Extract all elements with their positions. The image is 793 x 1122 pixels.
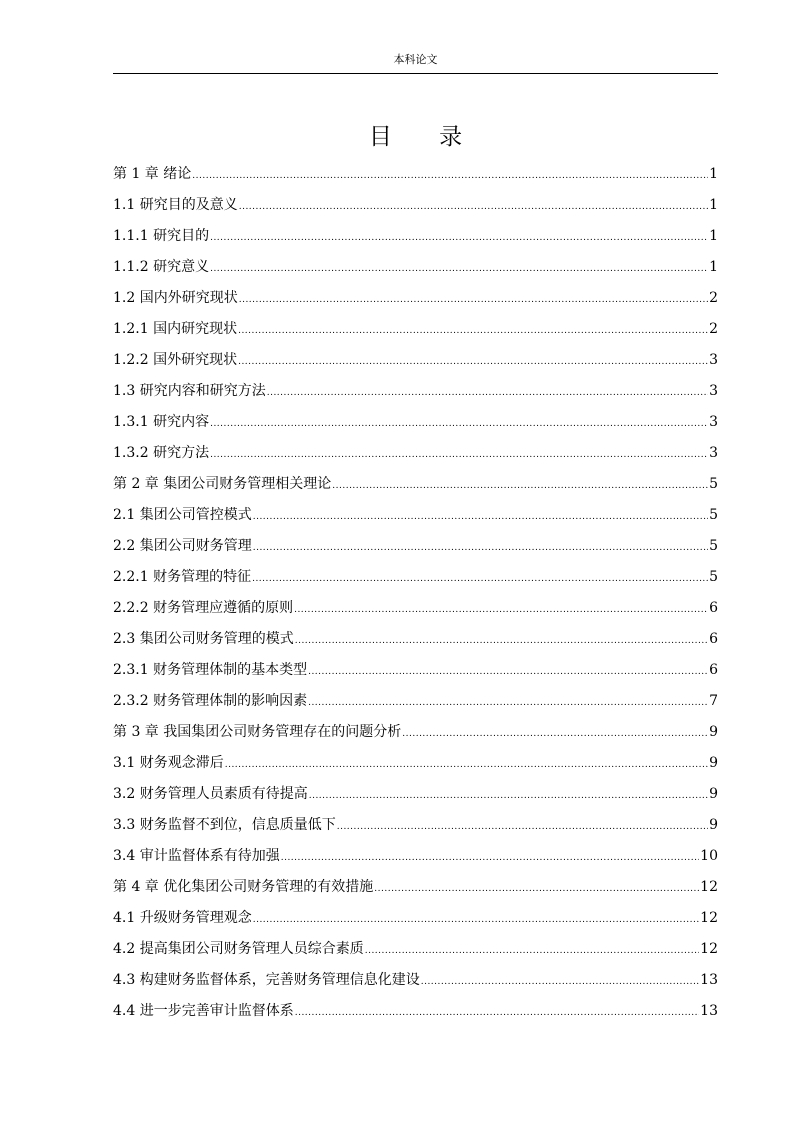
toc-entry-label: 2.3.2 财务管理体制的影响因素 bbox=[113, 693, 308, 709]
toc-dot-leader bbox=[225, 750, 708, 779]
toc-entry-page-number: 12 bbox=[700, 910, 718, 926]
toc-entry-label: 2.2.2 财务管理应遵循的原则 bbox=[113, 600, 294, 616]
toc-entry-label: 1.2.2 国外研究现状 bbox=[113, 352, 238, 368]
toc-entry[interactable] bbox=[113, 531, 718, 562]
toc-entry-page-number: 1 bbox=[709, 228, 718, 244]
toc-entry-page-number: 9 bbox=[709, 817, 718, 833]
toc-entry[interactable] bbox=[113, 841, 718, 872]
toc-entry-page-number: 7 bbox=[709, 693, 718, 709]
toc-entry-page-number: 6 bbox=[709, 600, 718, 616]
toc-entry-label: 4.4 进一步完善审计监督体系 bbox=[113, 1003, 294, 1019]
toc-entry-label: 3.1 财务观念滞后 bbox=[113, 755, 224, 771]
toc-entry-page-number: 5 bbox=[709, 476, 718, 492]
toc-entry[interactable] bbox=[113, 190, 718, 221]
toc-dot-leader bbox=[365, 936, 699, 965]
toc-entry-label: 1.2.1 国内研究现状 bbox=[113, 321, 238, 337]
toc-entry-page-number: 3 bbox=[709, 445, 718, 461]
toc-dot-leader bbox=[374, 874, 699, 903]
toc-entry[interactable] bbox=[113, 686, 718, 717]
toc-entry-label: 1.1.2 研究意义 bbox=[113, 259, 210, 275]
toc-dot-leader bbox=[421, 967, 699, 996]
toc-entry-label: 1.2 国内外研究现状 bbox=[113, 290, 238, 306]
toc-entry-label: 第 4 章 优化集团公司财务管理的有效措施 bbox=[113, 879, 374, 895]
toc-entry-page-number: 9 bbox=[709, 724, 718, 740]
toc-dot-leader bbox=[253, 905, 699, 934]
toc-entry[interactable] bbox=[113, 221, 718, 252]
toc-dot-leader bbox=[308, 657, 708, 686]
toc-entry-label: 1.1 研究目的及意义 bbox=[113, 197, 238, 213]
toc-entry-page-number: 1 bbox=[709, 166, 718, 182]
toc-entry[interactable] bbox=[113, 717, 718, 748]
toc-entry-page-number: 12 bbox=[700, 941, 718, 957]
toc-entry-page-number: 2 bbox=[709, 321, 718, 337]
toc-entry[interactable] bbox=[113, 624, 718, 655]
toc-dot-leader bbox=[192, 161, 708, 190]
toc-dot-leader bbox=[238, 316, 708, 345]
toc-dot-leader bbox=[239, 192, 708, 221]
toc-entry[interactable] bbox=[113, 283, 718, 314]
table-of-contents bbox=[113, 159, 718, 1027]
toc-entry-label: 1.3 研究内容和研究方法 bbox=[113, 383, 266, 399]
toc-dot-leader bbox=[238, 347, 708, 376]
toc-entry[interactable] bbox=[113, 996, 718, 1027]
toc-entry[interactable] bbox=[113, 407, 718, 438]
toc-entry-page-number: 5 bbox=[709, 569, 718, 585]
toc-entry-label: 2.3.1 财务管理体制的基本类型 bbox=[113, 662, 308, 678]
toc-dot-leader bbox=[210, 440, 708, 469]
toc-dot-leader bbox=[402, 719, 708, 748]
toc-dot-leader bbox=[281, 843, 699, 872]
toc-entry-page-number: 6 bbox=[709, 662, 718, 678]
toc-dot-leader bbox=[309, 781, 708, 810]
toc-entry[interactable] bbox=[113, 965, 718, 996]
toc-entry[interactable] bbox=[113, 438, 718, 469]
toc-entry[interactable] bbox=[113, 903, 718, 934]
toc-entry-label: 2.1 集团公司管控模式 bbox=[113, 507, 252, 523]
toc-entry-label: 3.4 审计监督体系有待加强 bbox=[113, 848, 280, 864]
toc-entry-label: 4.3 构建财务监督体系，完善财务管理信息化建设 bbox=[113, 972, 420, 988]
toc-entry-page-number: 2 bbox=[709, 290, 718, 306]
toc-entry-page-number: 5 bbox=[709, 538, 718, 554]
toc-entry[interactable] bbox=[113, 748, 718, 779]
toc-entry[interactable] bbox=[113, 655, 718, 686]
toc-dot-leader bbox=[267, 378, 708, 407]
toc-title: 目 录 bbox=[368, 124, 483, 150]
toc-entry-label: 4.1 升级财务管理观念 bbox=[113, 910, 252, 926]
toc-dot-leader bbox=[239, 285, 708, 314]
toc-entry-label: 第 2 章 集团公司财务管理相关理论 bbox=[113, 476, 332, 492]
toc-entry-page-number: 1 bbox=[709, 197, 718, 213]
toc-entry-label: 2.3 集团公司财务管理的模式 bbox=[113, 631, 294, 647]
toc-dot-leader bbox=[294, 595, 708, 624]
toc-entry[interactable] bbox=[113, 159, 718, 190]
page-header: 本科论文 bbox=[393, 53, 438, 66]
toc-entry-label: 1.3.1 研究内容 bbox=[113, 414, 210, 430]
toc-dot-leader bbox=[210, 223, 708, 252]
toc-entry-page-number: 10 bbox=[700, 848, 718, 864]
toc-entry[interactable] bbox=[113, 593, 718, 624]
toc-entry[interactable] bbox=[113, 934, 718, 965]
header-rule bbox=[113, 73, 718, 74]
toc-dot-leader bbox=[210, 409, 708, 438]
toc-dot-leader bbox=[308, 688, 708, 717]
toc-entry-label: 3.2 财务管理人员素质有待提高 bbox=[113, 786, 308, 802]
toc-dot-leader bbox=[295, 626, 708, 655]
toc-entry[interactable] bbox=[113, 314, 718, 345]
toc-entry-page-number: 3 bbox=[709, 383, 718, 399]
toc-entry-page-number: 9 bbox=[709, 755, 718, 771]
toc-entry-page-number: 3 bbox=[709, 352, 718, 368]
toc-entry[interactable] bbox=[113, 252, 718, 283]
toc-entry-label: 2.2.1 财务管理的特征 bbox=[113, 569, 252, 585]
toc-entry-page-number: 12 bbox=[700, 879, 718, 895]
toc-entry[interactable] bbox=[113, 779, 718, 810]
toc-entry-label: 3.3 财务监督不到位，信息质量低下 bbox=[113, 817, 336, 833]
toc-dot-leader bbox=[253, 533, 708, 562]
toc-dot-leader bbox=[332, 471, 708, 500]
toc-entry-page-number: 6 bbox=[709, 631, 718, 647]
toc-dot-leader bbox=[295, 998, 699, 1027]
toc-entry[interactable] bbox=[113, 872, 718, 903]
toc-entry-label: 1.1.1 研究目的 bbox=[113, 228, 210, 244]
toc-entry-label: 第 1 章 绪论 bbox=[113, 166, 192, 182]
toc-entry-label: 第 3 章 我国集团公司财务管理存在的问题分析 bbox=[113, 724, 402, 740]
toc-entry[interactable] bbox=[113, 376, 718, 407]
toc-entry[interactable] bbox=[113, 562, 718, 593]
toc-entry-page-number: 1 bbox=[709, 259, 718, 275]
toc-dot-leader bbox=[252, 564, 708, 593]
toc-entry[interactable] bbox=[113, 345, 718, 376]
toc-entry[interactable] bbox=[113, 469, 718, 500]
toc-entry-page-number: 13 bbox=[700, 1003, 718, 1019]
toc-entry-page-number: 3 bbox=[709, 414, 718, 430]
toc-entry-page-number: 5 bbox=[709, 507, 718, 523]
toc-entry-page-number: 9 bbox=[709, 786, 718, 802]
toc-entry-label: 1.3.2 研究方法 bbox=[113, 445, 210, 461]
toc-dot-leader bbox=[337, 812, 708, 841]
toc-entry-label: 4.2 提高集团公司财务管理人员综合素质 bbox=[113, 941, 364, 957]
toc-dot-leader bbox=[210, 254, 708, 283]
toc-entry-page-number: 13 bbox=[700, 972, 718, 988]
toc-dot-leader bbox=[253, 502, 708, 531]
toc-entry[interactable] bbox=[113, 500, 718, 531]
toc-entry[interactable] bbox=[113, 810, 718, 841]
toc-entry-label: 2.2 集团公司财务管理 bbox=[113, 538, 252, 554]
